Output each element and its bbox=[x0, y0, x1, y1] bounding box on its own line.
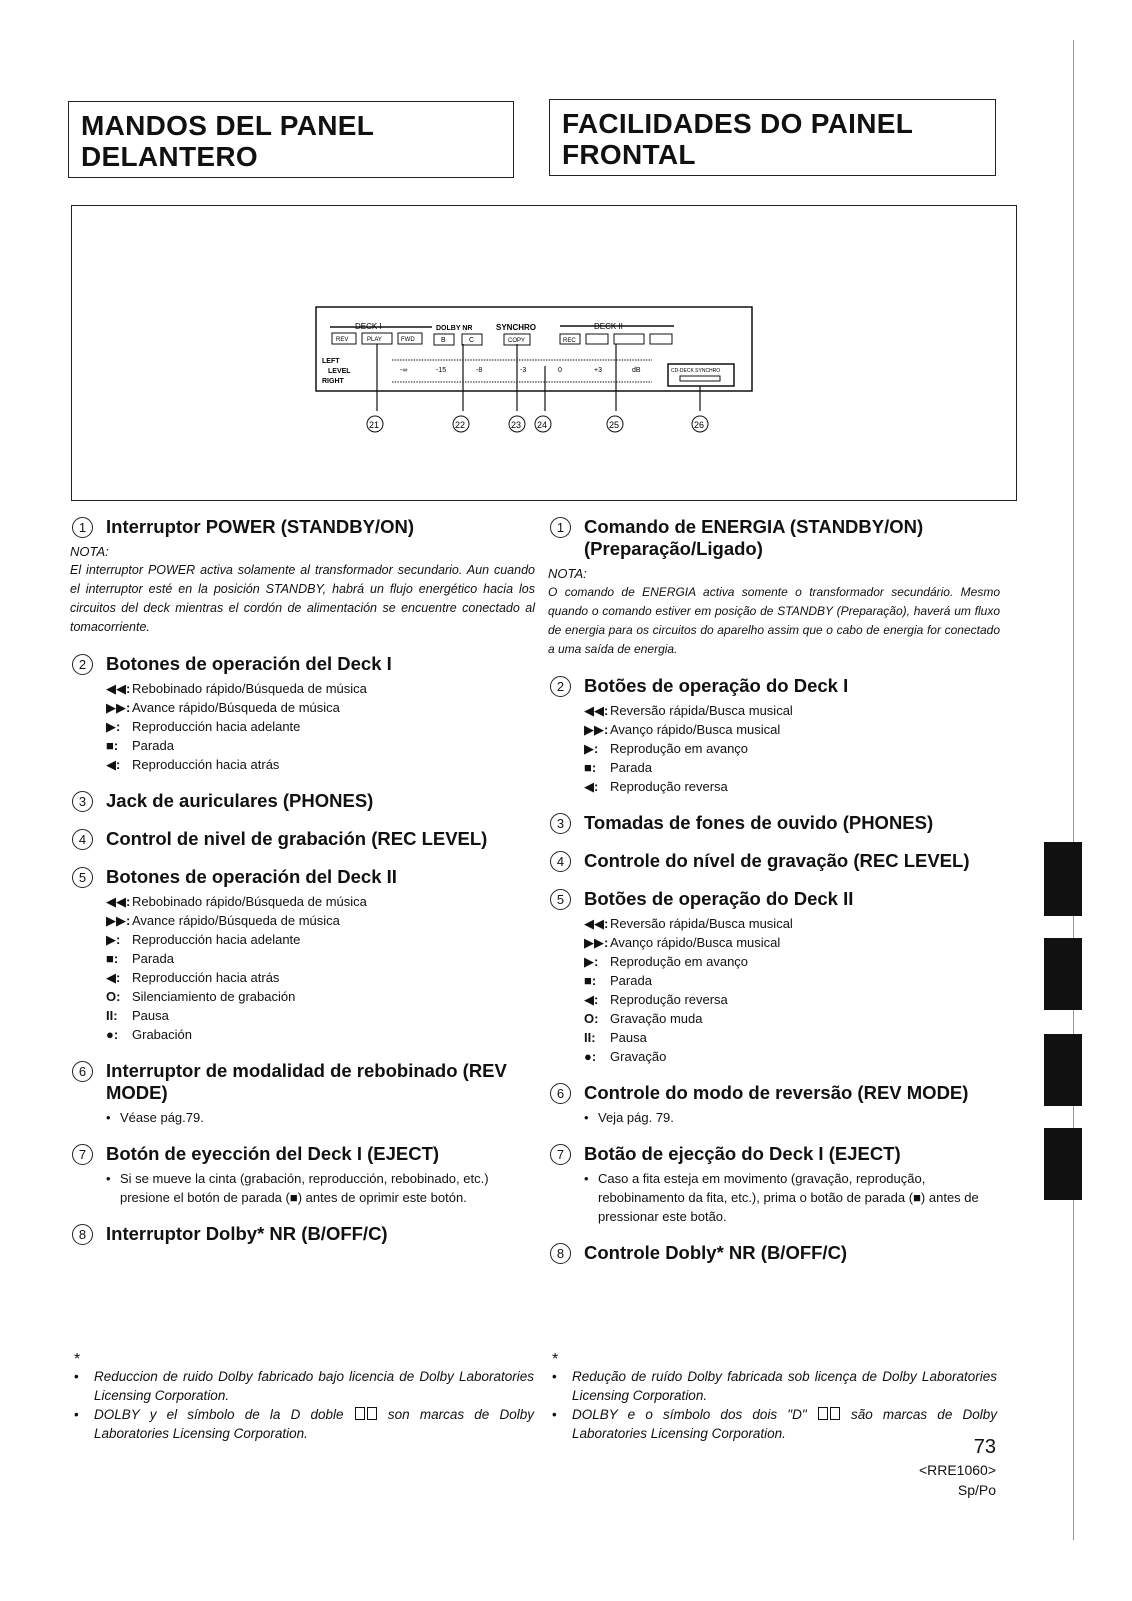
title-right-text: FACILIDADES DO PAINEL FRONTAL bbox=[562, 108, 913, 170]
panel-illustration bbox=[72, 206, 1018, 502]
list-item: ◀◀: Reversão rápida/Busca musical bbox=[584, 916, 793, 931]
left-section-1-title: 1 Interruptor POWER (STANDBY/ON) bbox=[70, 516, 535, 538]
fwd2-button bbox=[650, 334, 672, 344]
page-code: <RRE1060> bbox=[918, 1462, 996, 1478]
list-item: ▶: Reprodução em avanço bbox=[584, 741, 749, 756]
fwd-label: FWD bbox=[401, 337, 415, 343]
dolby-d-icon bbox=[367, 1407, 377, 1420]
left-section-3-title: 3 Jack de auriculares (PHONES) bbox=[70, 790, 535, 812]
right-section-3-title: 3 Tomadas de fones de ouvido (PHONES) bbox=[548, 812, 1000, 834]
list-item: ◀: Reprodução reversa bbox=[584, 779, 728, 794]
callouts bbox=[367, 416, 708, 432]
callout-leaders bbox=[377, 344, 700, 411]
callout-25: 25 bbox=[609, 420, 620, 430]
list-item: ▶: Reprodução em avanço bbox=[584, 954, 749, 969]
left-note-label: NOTA: bbox=[70, 544, 109, 559]
panel-outline bbox=[316, 307, 752, 391]
list-item: ▶▶: Avance rápido/Búsqueda de música bbox=[106, 913, 340, 928]
right-deck1-items bbox=[584, 701, 1000, 796]
right-edge-line bbox=[1073, 40, 1074, 1540]
scale-3: -3 bbox=[520, 367, 527, 374]
list-item: ■: Parada bbox=[106, 738, 174, 753]
rev2-button bbox=[586, 334, 608, 344]
list-item: ▶▶: Avanço rápido/Busca musical bbox=[584, 722, 781, 737]
cd-synchro-label: CD-DECK SYNCHRO bbox=[671, 368, 721, 374]
list-item: ■: Parada bbox=[584, 973, 652, 988]
title-right bbox=[549, 99, 996, 176]
thumb-tab-1 bbox=[1044, 842, 1082, 916]
page-lang: Sp/Po bbox=[957, 1482, 996, 1498]
list-item: ●: Gravação bbox=[584, 1049, 667, 1064]
right-note-text: O comando de ENERGIA activa somente o transformador secundário. Mesmo quando o comando estiver em posição de STANDBY (Preparação), haverá um fluxo de energia para os circuitos do aparelho assim que o cabo de energia for conectado a uma saída de energia. bbox=[548, 585, 1000, 656]
right-section-6-bullet: • Veja pág. 79. bbox=[584, 1110, 674, 1125]
left-section-8-title: 8 Interruptor Dolby* NR (B/OFF/C) bbox=[70, 1223, 535, 1245]
left-column bbox=[70, 500, 535, 1245]
list-item: ●: Grabación bbox=[106, 1027, 192, 1042]
list-item: ◀◀: Reversão rápida/Busca musical bbox=[584, 703, 793, 718]
right-note-label: NOTA: bbox=[548, 566, 587, 581]
right-section-7-bullet: • Caso a fita esteja em movimento (gravação, reprodução, rebobinamento da fita, etc.), prima o botão de parada (■) antes de pressionar este botão. bbox=[584, 1171, 979, 1224]
play-label: PLAY bbox=[367, 337, 382, 343]
left-label: LEFT bbox=[322, 358, 340, 365]
dolby-d-icon bbox=[355, 1407, 365, 1420]
list-item: O: Silenciamiento de grabación bbox=[106, 989, 296, 1004]
play2-button bbox=[614, 334, 644, 344]
scale-0: -∞ bbox=[400, 367, 408, 374]
dolby-label: DOLBY NR bbox=[436, 325, 473, 332]
list-item: ◀◀: Rebobinado rápido/Búsqueda de música bbox=[106, 681, 367, 696]
left-section-7-bullet: • Si se mueve la cinta (grabación, reproducción, rebobinado, etc.) presione el botón de parada (■) antes de oprimir este botón. bbox=[106, 1171, 489, 1205]
scale-4: 0 bbox=[558, 367, 562, 374]
left-footnote: * • Reduccion de ruido Dolby fabricado bajo licencia de Dolby Laboratories Licensing Corporation. • DOLBY y el símbolo de la D doble son marcas de Dolby Laboratories Licensing Corporation. bbox=[74, 1351, 534, 1441]
scale-5: +3 bbox=[594, 367, 602, 374]
list-item: ◀◀: Rebobinado rápido/Búsqueda de música bbox=[106, 894, 367, 909]
left-section-5-title: 5 Botones de operación del Deck II bbox=[70, 866, 535, 888]
deck1-label: DECK I bbox=[355, 322, 382, 331]
right-section-4-title: 4 Controle do nível de gravação (REC LEVEL) bbox=[548, 850, 1000, 872]
callout-22: 22 bbox=[455, 420, 466, 430]
list-item: ▶▶: Avanço rápido/Busca musical bbox=[584, 935, 781, 950]
dolby-d-icon bbox=[818, 1407, 828, 1420]
list-item: ◀: Reproducción hacia atrás bbox=[106, 757, 280, 772]
left-section-6-title: 6 Interruptor de modalidad de rebobinado (REV MODE) bbox=[70, 1060, 535, 1104]
list-item: II: Pausa bbox=[106, 1008, 169, 1023]
right-deck2-items bbox=[584, 914, 1000, 1066]
title-left-text: MANDOS DEL PANEL DELANTERO bbox=[81, 110, 374, 172]
copy-label: COPY bbox=[508, 338, 526, 344]
callout-23: 23 bbox=[511, 420, 522, 430]
thumb-tab-2 bbox=[1044, 938, 1082, 1010]
right-section-1-title: 1 Comando de ENERGIA (STANDBY/ON) (Preparação/Ligado) bbox=[548, 516, 1000, 560]
list-item: ◀: Reproducción hacia atrás bbox=[106, 970, 280, 985]
left-section-2-title: 2 Botones de operación del Deck I bbox=[70, 653, 535, 675]
right-section-5-title: 5 Botões de operação do Deck II bbox=[548, 888, 1000, 910]
list-item: O: Gravação muda bbox=[584, 1011, 703, 1026]
left-section-6-bullet: • Véase pág.79. bbox=[106, 1110, 204, 1125]
left-section-7-title: 7 Botón de eyección del Deck I (EJECT) bbox=[70, 1143, 535, 1165]
dolby-b-label: B bbox=[441, 337, 446, 344]
callout-21: 21 bbox=[369, 420, 380, 430]
list-item: ■: Parada bbox=[106, 951, 174, 966]
list-item: ▶: Reproducción hacia adelante bbox=[106, 719, 301, 734]
callout-24: 24 bbox=[537, 420, 548, 430]
dolby-d-icon bbox=[830, 1407, 840, 1420]
rev-label: REV bbox=[336, 337, 349, 343]
left-deck1-items bbox=[106, 679, 535, 774]
right-section-8-title: 8 Controle Dobly* NR (B/OFF/C) bbox=[548, 1242, 1000, 1264]
left-section-4-title: 4 Control de nivel de grabación (REC LEVEL) bbox=[70, 828, 535, 850]
right-section-6-title: 6 Controle do modo de reversão (REV MODE) bbox=[548, 1082, 1000, 1104]
level-label: LEVEL bbox=[328, 368, 351, 375]
synchro-label: SYNCHRO bbox=[496, 323, 537, 332]
list-item: ▶▶: Avance rápido/Búsqueda de música bbox=[106, 700, 340, 715]
front-panel-diagram bbox=[71, 205, 1017, 501]
list-item: ■: Parada bbox=[584, 760, 652, 775]
right-label: RIGHT bbox=[322, 378, 344, 385]
cd-synchro-button bbox=[680, 376, 720, 381]
list-item: ▶: Reproducción hacia adelante bbox=[106, 932, 301, 947]
left-deck2-items bbox=[106, 892, 535, 1044]
scale-2: -8 bbox=[476, 367, 483, 374]
right-column bbox=[548, 500, 1000, 1264]
title-left bbox=[68, 101, 514, 178]
list-item: II: Pausa bbox=[584, 1030, 647, 1045]
deck2-label: DECK II bbox=[594, 322, 623, 331]
right-section-7-title: 7 Botão de ejecção do Deck I (EJECT) bbox=[548, 1143, 1000, 1165]
thumb-tab-4 bbox=[1044, 1128, 1082, 1200]
list-item: ◀: Reprodução reversa bbox=[584, 992, 728, 1007]
callout-26: 26 bbox=[694, 420, 705, 430]
rec-label: REC bbox=[563, 338, 576, 344]
right-section-2-title: 2 Botões de operação do Deck I bbox=[548, 675, 1000, 697]
thumb-tab-3 bbox=[1044, 1034, 1082, 1106]
right-footnote: * • Redução de ruído Dolby fabricada sob licença de Dolby Laboratories Licensing Corporation. • DOLBY e o símbolo dos dois "D" são marcas de Dolby Laboratories Licensing Corporation. bbox=[552, 1351, 997, 1441]
scale-6: dB bbox=[632, 367, 641, 374]
scale-1: -15 bbox=[436, 367, 447, 374]
dolby-c-label: C bbox=[469, 337, 475, 344]
left-note-text: El interruptor POWER activa solamente al transformador secundario. Aun cuando el interruptor esté en la posición STANDBY, habrá un flujo energético hacia los circuitos del deck mientras el cordón de alimentación se encuentre conectado al tomacorriente. bbox=[70, 563, 535, 634]
page-number: 73 bbox=[973, 1436, 996, 1458]
